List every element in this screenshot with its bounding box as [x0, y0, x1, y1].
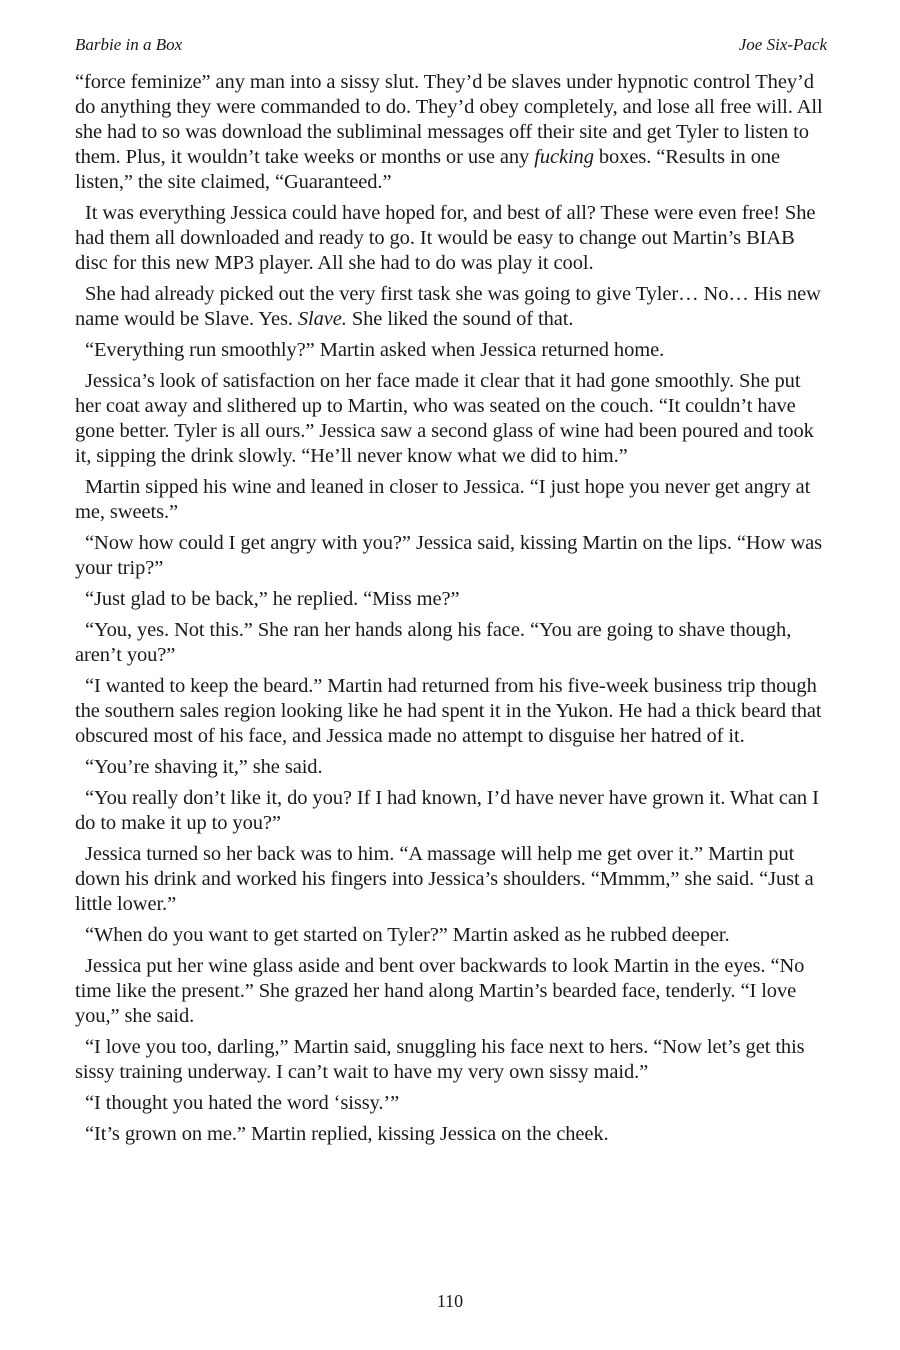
text-run: “I wanted to keep the beard.” Martin had returned from his five-week business trip though the southern sales region looking like he had spent it in the Yukon. He had a thick beard that obscured most of his face, and Jessica made no attempt to disguise her hatred of it.	[75, 675, 822, 747]
paragraph	[75, 786, 827, 836]
text-run: “You really don’t like it, do you? If I had known, I’d have never have grown it. What can I do to make it up to you?”	[75, 787, 819, 834]
paragraph	[75, 954, 827, 1029]
paragraph	[75, 587, 827, 612]
paragraph	[75, 338, 827, 363]
text-run: It was everything Jessica could have hoped for, and best of all? These were even free! She had them all downloaded and ready to go. It would be easy to change out Martin’s BIAB disc for this new MP3 player. All she had to do was play it cool.	[75, 202, 816, 274]
paragraph	[75, 755, 827, 780]
text-run: “I love you too, darling,” Martin said, snuggling his face next to hers. “Now let’s get this sissy training underway. I can’t wait to have my very own sissy maid.”	[75, 1036, 805, 1083]
text-run: She had already picked out the very first task she was going to give Tyler… No… His new name would be Slave. Yes.	[75, 283, 821, 330]
text-run: “Now how could I get angry with you?” Jessica said, kissing Martin on the lips. “How was your trip?”	[75, 532, 823, 579]
text-run: “Just glad to be back,” he replied. “Miss me?”	[85, 588, 460, 610]
italic-text: Slave.	[297, 308, 347, 330]
paragraph	[75, 1091, 827, 1116]
paragraph	[75, 1122, 827, 1147]
page-number: 110	[436, 1291, 464, 1311]
italic-text: fucking	[534, 146, 594, 168]
paragraph	[75, 531, 827, 581]
text-run: “force feminize” any man into a sissy slut. They’d be slaves under hypnotic control They’d do anything they were commanded to do. They’d obey completely, and lose all free will. All she had to so was download the subliminal messages off their site and get Tyler to listen to them. Plus, it wouldn’t take weeks or months or use any	[75, 71, 823, 168]
paragraph	[75, 475, 827, 525]
text-run: “It’s grown on me.” Martin replied, kissing Jessica on the cheek.	[85, 1123, 609, 1145]
text-run: Martin sipped his wine and leaned in closer to Jessica. “I just hope you never get angry at me, sweets.”	[75, 476, 811, 523]
paragraph	[75, 842, 827, 917]
paragraph	[75, 1035, 827, 1085]
running-header	[75, 34, 827, 56]
paragraph	[75, 923, 827, 948]
text-run: She liked the sound of that.	[346, 308, 574, 330]
text-run: Jessica turned so her back was to him. “A massage will help me get over it.” Martin put down his drink and worked his fingers into Jessica’s shoulders. “Mmmm,” she said. “Just a little lower.”	[75, 843, 814, 915]
text-run: boxes. “Results in one listen,” the site claimed, “Guaranteed.”	[75, 146, 781, 193]
paragraph	[75, 674, 827, 749]
paragraph	[75, 70, 827, 195]
paragraph	[75, 618, 827, 668]
text-run: Jessica put her wine glass aside and bent over backwards to look Martin in the eyes. “No time like the present.” She grazed her hand along Martin’s bearded face, tenderly. “I love you,” she said.	[75, 955, 805, 1027]
text-run: “Everything run smoothly?” Martin asked when Jessica returned home.	[85, 339, 665, 361]
text-run: “I thought you hated the word ‘sissy.’”	[85, 1092, 400, 1114]
paragraph	[75, 282, 827, 332]
text-run: “When do you want to get started on Tyler?” Martin asked as he rubbed deeper.	[85, 924, 730, 946]
paragraph	[75, 201, 827, 276]
book-page	[75, 34, 827, 1153]
text-run: Jessica’s look of satisfaction on her face made it clear that it had gone smoothly. She put her coat away and slithered up to Martin, who was seated on the couch. “It couldn’t have gone better. Tyler is all ours.” Jessica saw a second glass of wine had been poured and took it, sipping the drink slowly. “He’ll never know what we did to him.”	[75, 370, 814, 467]
text-run: “You’re shaving it,” she said.	[85, 756, 323, 778]
book-title: Barbie in a Box	[75, 35, 183, 54]
body-text	[75, 70, 827, 1147]
text-run: “You, yes. Not this.” She ran her hands along his face. “You are going to shave though, aren’t you?”	[75, 619, 792, 666]
paragraph	[75, 369, 827, 469]
author-name: Joe Six-Pack	[738, 35, 827, 54]
